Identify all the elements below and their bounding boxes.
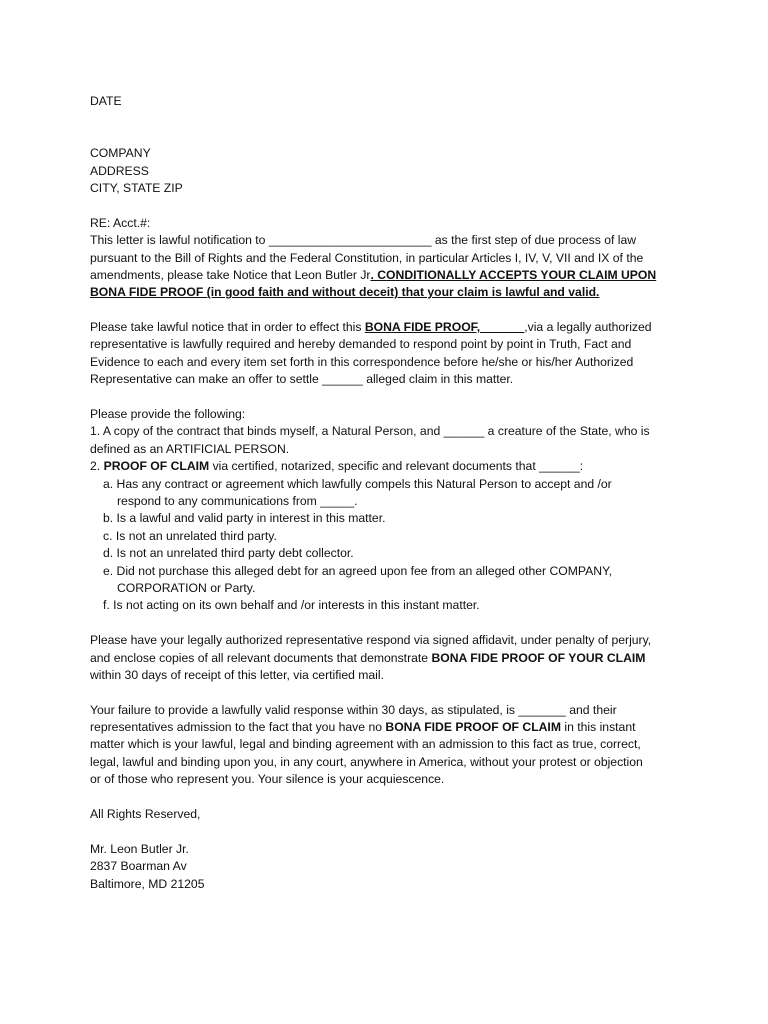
signer-street: 2837 Boarman Av — [90, 859, 187, 874]
sub-item-d: d. Is not an unrelated third party debt collector. — [103, 546, 354, 561]
paragraph-line — [90, 319, 690, 336]
company-city-state-zip: CITY, STATE ZIP — [90, 180, 183, 195]
text-run: Please take lawful notice that in order to effect this — [90, 320, 365, 335]
paragraph-line — [90, 719, 690, 736]
paragraph-line: Please have your legally authorized representative respond via signed affidavit, under penalty of perjury, — [90, 633, 652, 648]
paragraph-line — [90, 650, 690, 667]
sub-item-f: f. Is not acting on its own behalf and /or interests in this instant matter. — [103, 598, 480, 613]
signer-city: Baltimore, MD 21205 — [90, 876, 205, 891]
paragraph-failure — [90, 702, 690, 789]
paragraph-line: matter which is your lawful, legal and binding agreement with an admission to this fact as true, correct, — [90, 737, 641, 752]
text-run: and enclose copies of all relevant documents that demonstrate — [90, 650, 432, 665]
requests-intro: Please provide the following: — [90, 407, 246, 422]
bona-fide-proof-claim-emphasis: BONA FIDE PROOF OF YOUR CLAIM — [431, 650, 646, 665]
request-item-1: 1. A copy of the contract that binds myself, a Natural Person, and ______ a creature of the State, who is — [90, 424, 650, 439]
paragraph-affidavit — [90, 632, 690, 684]
text-run: ,via a legally authorized — [524, 320, 652, 335]
text-run: in this instant — [560, 720, 636, 735]
sub-item-e: e. Did not purchase this alleged debt for an agreed upon fee from an alleged other COMPANY, — [103, 563, 613, 578]
closing-line: All Rights Reserved, — [90, 807, 201, 822]
text-run: amendments, please take Notice that Leon Butler Jr — [90, 267, 371, 282]
company-address: ADDRESS — [90, 163, 149, 178]
paragraph-line: Representative can make an offer to settle ______ alleged claim in this matter. — [90, 372, 514, 387]
proof-of-claim-emphasis: PROOF OF CLAIM — [103, 459, 210, 474]
paragraph-line: legal, lawful and binding upon you, in any court, anywhere in America, without your protest or objection — [90, 754, 643, 769]
letter-document — [90, 93, 690, 893]
request-item-1-cont: defined as an ARTIFICIAL PERSON. — [90, 441, 290, 456]
sub-item-a-cont: respond to any communications from _____. — [117, 494, 358, 508]
bona-fide-proof-emphasis: BONA FIDE PROOF, ______ — [364, 320, 525, 335]
text-run: representatives admission to the fact that you have no — [90, 720, 386, 735]
paragraph-notification — [90, 232, 690, 302]
sub-item-b: b. Is a lawful and valid party in interest in this matter. — [103, 511, 386, 526]
paragraph-line: representative is lawfully required and hereby demanded to respond point by point in Truth, Fact and — [90, 337, 632, 352]
text-run: 2. — [90, 459, 104, 474]
paragraph-line: Your failure to provide a lawfully valid response within 30 days, as stipulated, is _______ and their — [90, 702, 617, 717]
bona-fide-proof-claim-emphasis: BONA FIDE PROOF OF CLAIM — [385, 720, 561, 735]
conditional-acceptance-text: . CONDITIONALLY ACCEPTS YOUR CLAIM UPON — [370, 267, 657, 282]
request-item-2 — [90, 458, 690, 475]
paragraph-lawful-notice — [90, 319, 690, 389]
paragraph-line — [90, 267, 690, 284]
signer-name: Mr. Leon Butler Jr. — [90, 841, 189, 856]
sub-item-a: a. Has any contract or agreement which lawfully compels this Natural Person to accept and /or — [103, 476, 612, 491]
sub-item-c: c. Is not an unrelated third party. — [103, 528, 277, 543]
paragraph-line: or of those who represent you. Your silence is your acquiescence. — [90, 772, 445, 787]
recipient-address-block — [90, 145, 690, 197]
paragraph-line: Evidence to each and every item set forth in this correspondence before he/she or his/her Authorized — [90, 354, 634, 369]
sub-item-e-cont: CORPORATION or Party. — [117, 580, 256, 595]
paragraph-line: This letter is lawful notification to ________________________ as the first step of due process of law — [90, 233, 637, 248]
text-run: via certified, notarized, specific and relevant documents that ______: — [209, 459, 584, 474]
paragraph-line: within 30 days of receipt of this letter, via certified mail. — [90, 667, 384, 682]
company-name: COMPANY — [90, 146, 151, 161]
paragraph-requests — [90, 406, 690, 615]
re-account-line: RE: Acct.#: — [90, 215, 151, 230]
signature-block — [90, 841, 690, 893]
bona-fide-proof-statement: BONA FIDE PROOF (in good faith and without deceit) that your claim is lawful and valid. — [90, 285, 600, 300]
paragraph-line: pursuant to the Bill of Rights and the Federal Constitution, in particular Articles I, IV, V, VII and IX of the — [90, 250, 644, 265]
date-line: DATE — [90, 94, 122, 108]
